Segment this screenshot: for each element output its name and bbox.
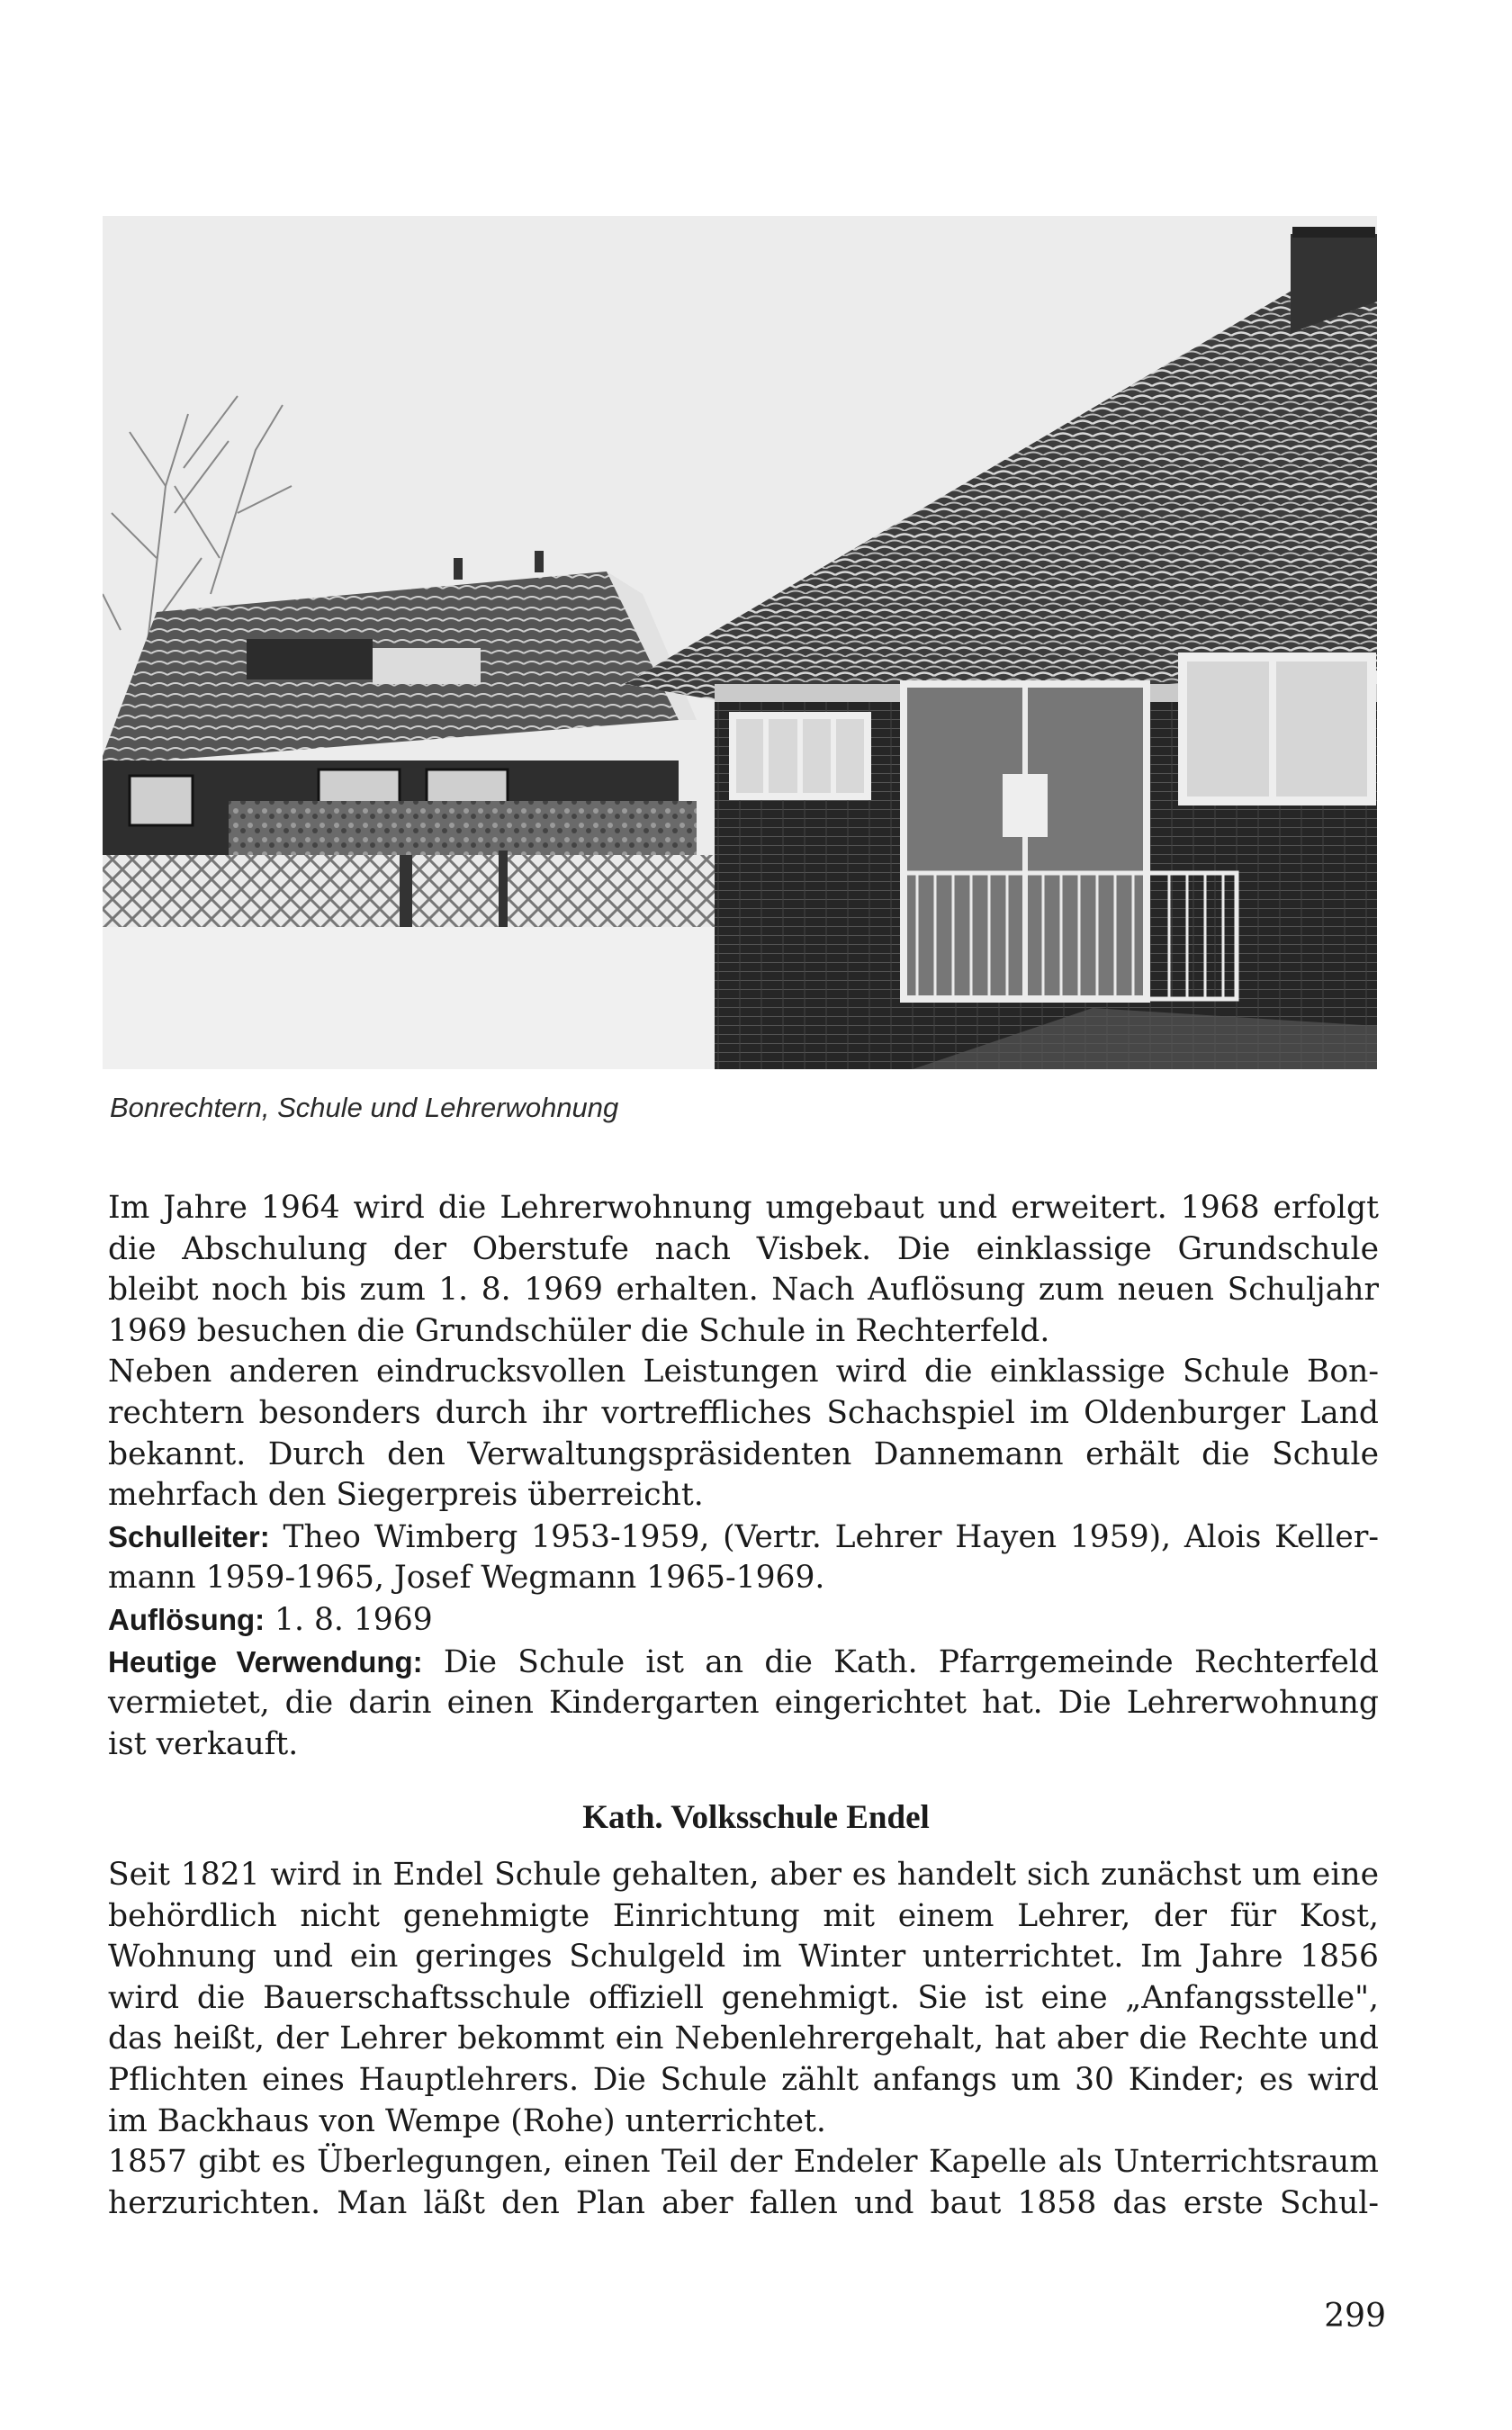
- page-number: 299: [1324, 2298, 1386, 2335]
- photograph-illustration: [103, 216, 1377, 1069]
- paragraph-line: ist verkauft.: [108, 1725, 299, 1762]
- section-heading: Kath. Volksschule Endel: [582, 1799, 930, 1836]
- paragraph-line: wird die Bauerschaftsschule offiziell genehmigt. Sie ist eine „Anfangsstelle",: [108, 1979, 1379, 2016]
- verwendung-line: [108, 1642, 1379, 1684]
- school-photograph: [103, 216, 1377, 1069]
- paragraph-line: rechtern besonders durch ihr vortreffliches Schachspiel im Oldenburger Land: [108, 1394, 1379, 1431]
- paragraph-line: Seit 1821 wird in Endel Schule gehalten, aber es handelt sich zunächst um eine: [108, 1857, 1379, 1893]
- paragraph-line: bleibt noch bis zum 1. 8. 1969 erhalten. Nach Auflösung zum neuen Schuljahr: [108, 1272, 1379, 1309]
- paragraph-line: mehrfach den Siegerpreis überreicht.: [108, 1477, 704, 1514]
- paragraph-line: Wohnung und ein geringes Schulgeld im Winter unterrichtet. Im Jahre 1856: [108, 1939, 1379, 1976]
- aufloesung-label: Auflösung:: [108, 1602, 266, 1636]
- paragraph-line: 1969 besuchen die Grundschüler die Schule in Rechterfeld.: [108, 1312, 1050, 1349]
- paragraph-line: mann 1959-1965, Josef Wegmann 1965-1969.: [108, 1560, 825, 1597]
- aufloesung-value: 1. 8. 1969: [265, 1601, 433, 1638]
- paragraph-line: Neben anderen eindrucksvollen Leistungen wird die einklassige Schule Bon-: [108, 1354, 1379, 1390]
- paragraph-line: im Backhaus von Wempe (Rohe) unterrichtet.: [108, 2102, 826, 2139]
- paragraph-line: herzurichten. Man läßt den Plan aber fallen und baut 1858 das erste Schul-: [108, 2184, 1379, 2221]
- schulleiter-label: Schulleiter:: [108, 1519, 270, 1553]
- paragraph-line: das heißt, der Lehrer bekommt ein Nebenlehrergehalt, hat aber die Rechte und: [108, 2020, 1379, 2057]
- paragraph-line: behördlich nicht genehmigte Einrichtung mit einem Lehrer, der für Kost,: [108, 1897, 1379, 1934]
- text-block-bonrechtern: [108, 1188, 1379, 1765]
- aufloesung-line: [108, 1599, 1379, 1642]
- schulleiter-text: Theo Wimberg 1953-1959, (Vertr. Lehrer Hayen 1959), Alois Keller-: [269, 1518, 1379, 1555]
- verwendung-label: Heutige Verwendung:: [108, 1644, 423, 1678]
- paragraph-line: vermietet, die darin einen Kindergarten eingerichtet hat. Die Lehrerwohnung: [108, 1685, 1379, 1722]
- paragraph-line: Im Jahre 1964 wird die Lehrerwohnung umgebaut und erweitert. 1968 erfolgt: [108, 1190, 1379, 1226]
- photo-caption: Bonrechtern, Schule und Lehrerwohnung: [110, 1092, 619, 1123]
- text-block-endel: [108, 1855, 1379, 2224]
- paragraph-line: 1857 gibt es Überlegungen, einen Teil der Endeler Kapelle als Unterrichtsraum: [108, 2144, 1379, 2181]
- verwendung-text: Die Schule ist an die Kath. Pfarrgemeinde Rechterfeld: [422, 1643, 1379, 1680]
- schulleiter-line: [108, 1516, 1379, 1559]
- paragraph-line: Pflichten eines Hauptlehrers. Die Schule zählt anfangs um 30 Kinder; es wird: [108, 2061, 1379, 2098]
- paragraph-line: bekannt. Durch den Verwaltungspräsidenten Dannemann erhält die Schule: [108, 1436, 1379, 1472]
- paragraph-line: die Abschulung der Oberstufe nach Visbek. Die einklassige Grundschule: [108, 1230, 1379, 1267]
